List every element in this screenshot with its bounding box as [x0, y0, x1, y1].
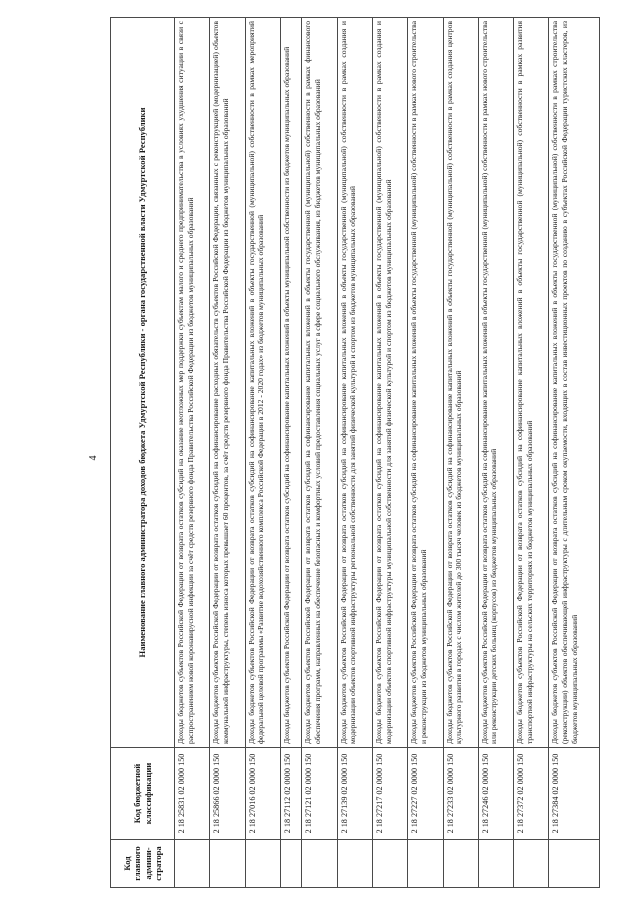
- admin-cell: [373, 840, 408, 888]
- admin-cell: [337, 840, 372, 888]
- header-budget-code: Код бюджетной классификации: [111, 748, 175, 840]
- budget-code-cell: 2 18 27139 02 0000 150: [337, 748, 372, 840]
- header-row: [111, 18, 175, 888]
- description-cell: Доходы бюджетов субъектов Российской Федерации от возврата остатков субсидий на софинансирование капитальных вложений в объекты государственной (муниципальной) собственности в рамках создания и модернизации объектов спортивной инфраструктуры региональной собственности для занятий физической культурой и спортом из бюджетов муниципальных образований: [337, 18, 372, 748]
- description-cell: Доходы бюджетов субъектов Российской Федерации от возврата остатков субсидий на софинансирование капитальных вложений в объекты государственной (муниципальной) собственности в рамках нового строительства и реконструкции из бюджетов муниципальных образований: [408, 18, 443, 748]
- admin-cell: [443, 840, 478, 888]
- admin-cell: [245, 840, 280, 888]
- budget-code-cell: 2 18 25831 02 0000 150: [175, 748, 210, 840]
- budget-code-cell: 2 18 27016 02 0000 150: [245, 748, 280, 840]
- table-row: [478, 18, 513, 888]
- budget-code-cell: 2 18 27372 02 0000 150: [514, 748, 549, 840]
- description-cell: Доходы бюджетов субъектов Российской Федерации от возврата остатков субсидий на софинансирование капитальных вложений в объекты государственной (муниципальной) собственности в рамках строительства (реконструкции) объектов обеспечивающей инфраструктуры с длительным сроком окупаемости, входящих в состав инвестиционных проектов по созданию в субъектах Российской Федерации туристских кластеров, из бюджетов муниципальных образований: [549, 18, 600, 748]
- rotated-page: [110, 18, 600, 888]
- table-row: [514, 18, 549, 888]
- budget-code-cell: 2 18 27112 02 0000 150: [280, 748, 302, 840]
- description-cell: Доходы бюджетов субъектов Российской Федерации от возврата остатков субсидий на софинансирование капитальных вложений в объекты государственной (муниципальной) собственности в рамках финансового обеспечения программ, направленных на обеспечение безопасных и комфортных условий предоставления социальных услуг в сфере социального обслуживания, из бюджетов муниципальных образований: [302, 18, 337, 748]
- budget-code-cell: 2 18 27227 02 0000 150: [408, 748, 443, 840]
- admin-cell: [210, 840, 245, 888]
- revenue-table: [110, 17, 600, 888]
- admin-cell: [478, 840, 513, 888]
- admin-cell: [280, 840, 302, 888]
- description-cell: Доходы бюджетов субъектов Российской Федерации от возврата остатков субсидий на софинансирование капитальных вложений в объекты государственной (муниципальной) собственности в рамках создания центров культурного развития в городах с числом жителей до 300 тысяч человек из бюджетов муниципальных образований: [443, 18, 478, 748]
- description-cell: Доходы бюджетов субъектов Российской Федерации от возврата остатков субсидий на софинансирование капитальных вложений в объекты государственной (муниципальной) собственности в рамках создания и модернизации объектов спортивной инфраструктуры муниципальной собственности для занятий физической культурой и спортом из бюджетов муниципальных образований: [373, 18, 408, 748]
- budget-code-cell: 2 18 27121 02 0000 150: [302, 748, 337, 840]
- description-cell: Доходы бюджетов субъектов Российской Федерации от возврата остатков субсидий на софинансирование капитальных вложений в объекты государственной (муниципальной) собственности в рамках нового строительства или реконструкции детских больниц (корпусов) из бюджетов муниципальных образований: [478, 18, 513, 748]
- budget-code-cell: 2 18 27233 02 0000 150: [443, 748, 478, 840]
- budget-code-cell: 2 18 27246 02 0000 150: [478, 748, 513, 840]
- description-cell: Доходы бюджетов субъектов Российской Федерации от возврата остатков субсидий на софинансирование капитальных вложений в объекты государственной (муниципальной) собственности в рамках развития транспортной инфраструктуры на сельских территориях из бюджетов муниципальных образований: [514, 18, 549, 748]
- admin-cell: [408, 840, 443, 888]
- table-row: [443, 18, 478, 888]
- page-number: 4: [88, 455, 99, 461]
- table-row: [280, 18, 302, 888]
- budget-code-cell: 2 18 27217 02 0000 150: [373, 748, 408, 840]
- admin-cell: [514, 840, 549, 888]
- header-admin-code: Код главного админи-стратора: [111, 840, 175, 888]
- table-row: [549, 18, 600, 888]
- table-row: [337, 18, 372, 888]
- budget-code-cell: 2 18 27384 02 0000 150: [549, 748, 600, 840]
- admin-cell: [302, 840, 337, 888]
- table-row: [210, 18, 245, 888]
- description-cell: Доходы бюджетов субъектов Российской Федерации от возврата остатков субсидий на софинансирование капитальных вложений в объекты муниципальной собственности из бюджетов муниципальных образований: [280, 18, 302, 748]
- table-row: [373, 18, 408, 888]
- table-row: [408, 18, 443, 888]
- admin-cell: [549, 840, 600, 888]
- description-cell: Доходы бюджетов субъектов Российской Федерации от возврата остатков субсидий на софинансирование капитальных вложений в объекты государственной (муниципальной) собственности в рамках мероприятий федеральной целевой программы «Развитие водохозяйственного комплекса Российской Федерации в 2012 - 2020 годах» из бюджетов муниципальных образований: [245, 18, 280, 748]
- header-name: Наименование главного администратора доходов бюджета Удмуртской Республики - органа государственной власти Удмуртской Республики: [111, 18, 175, 748]
- table-row: [175, 18, 210, 888]
- admin-cell: [175, 840, 210, 888]
- description-cell: Доходы бюджетов субъектов Российской Федерации от возврата остатков субсидий на оказание неотложных мер поддержки субъектам малого и среднего предпринимательства в условиях ухудшения ситуации в связи с распространением новой коронавирусной инфекции за счёт средств резервного фонда Правительства Российской Федерации из бюджетов муниципальных образований: [175, 18, 210, 748]
- description-cell: Доходы бюджетов субъектов Российской Федерации от возврата остатков субсидий на софинансирование расходных обязательств субъектов Российской Федерации, связанных с реконструкцией (модернизацией) объектов коммунальной инфраструктуры, степень износа которых превышает 60 процентов, за счёт средств резервного фонда Правительства Российской Федерации из бюджетов муниципальных образований: [210, 18, 245, 748]
- table-row: [245, 18, 280, 888]
- table-row: [302, 18, 337, 888]
- budget-code-cell: 2 18 25866 02 0000 150: [210, 748, 245, 840]
